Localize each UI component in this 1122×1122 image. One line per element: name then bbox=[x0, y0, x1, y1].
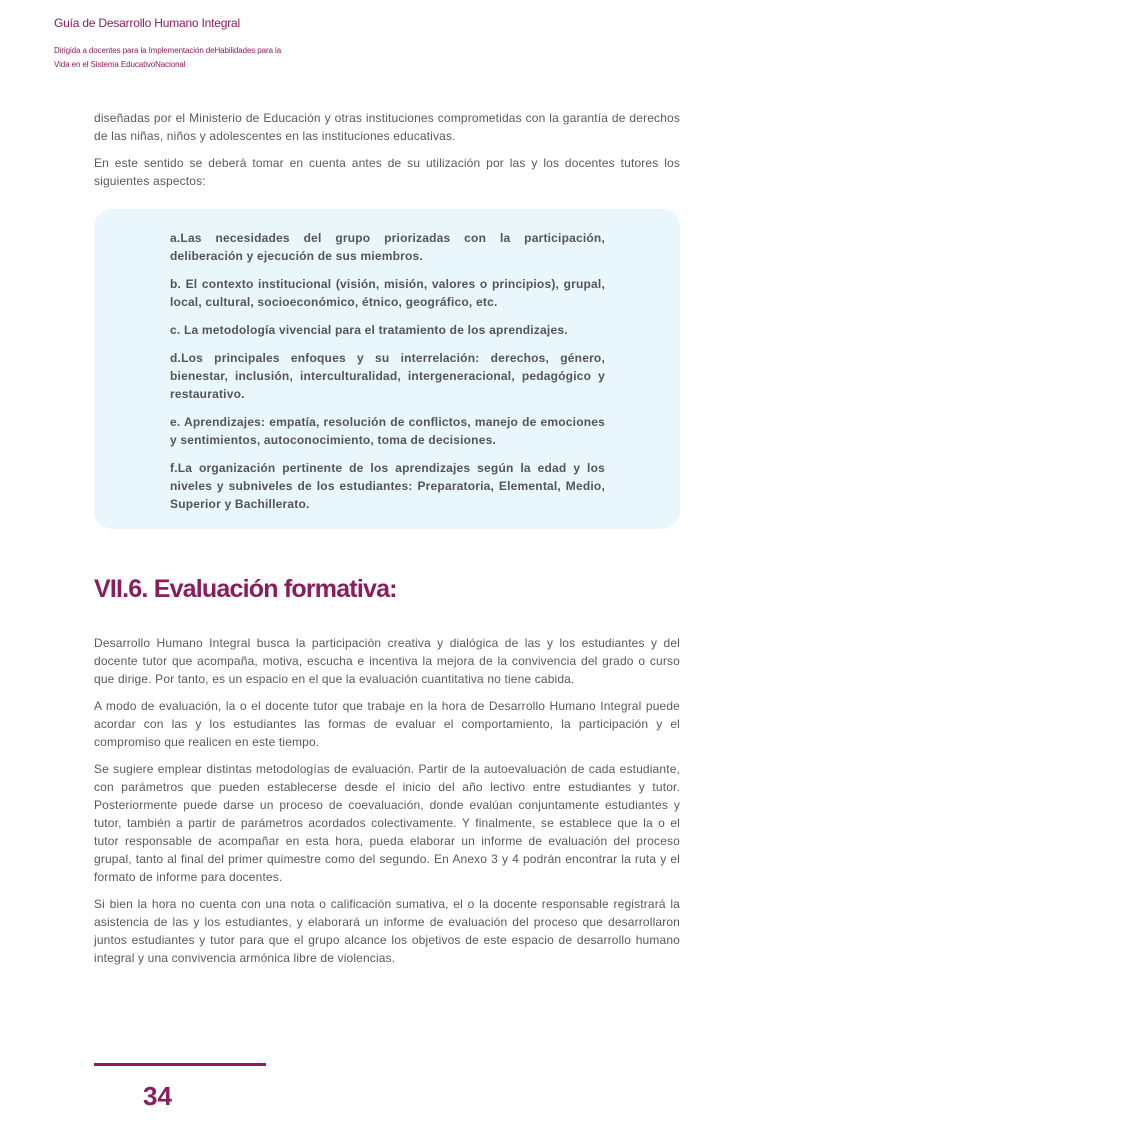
intro-paragraph-1: diseñadas por el Ministerio de Educación y otras instituciones comprometidas con la garantía de derechos de las niñas, niños y adolescentes en las instituciones educativas. bbox=[94, 111, 680, 143]
aspect-item-c: c. La metodología vivencial para el tratamiento de los aprendizajes. bbox=[170, 323, 568, 337]
section-body bbox=[94, 634, 680, 967]
aspect-item-d: d.Los principales enfoques y su interrelación: derechos, género, bienestar, inclusión, interculturalidad, intergeneracional, pedagógico y restaurativo. bbox=[170, 351, 605, 401]
section-paragraph-2: A modo de evaluación, la o el docente tutor que trabaje en la hora de Desarrollo Humano Integral puede acordar con las y los estudiantes las formas de evaluar el comportamiento, la participación y el compromiso que realicen en este tiempo. bbox=[94, 699, 680, 749]
intro-text bbox=[94, 109, 680, 190]
section-paragraph-3: Se sugiere emplear distintas metodologías de evaluación. Partir de la autoevaluación de cada estudiante, con parámetros que pueden establecerse desde el inicio del año lectivo entre estudiantes y tutor. Posteriormente puede darse un proceso de coevaluación, donde evalúan conjuntamente estudiantes y tutor, también a partir de parámetros acordados colectivamente. Y finalmente, se establece que la o el tutor responsable de acompañar en esta hora, pueda elaborar un informe de evaluación del proceso grupal, tanto al final del primer quimestre como del segundo. En Anexo 3 y 4 podrán encontrar la ruta y el formato de informe para docentes. bbox=[94, 762, 680, 884]
aspects-callout-box bbox=[94, 209, 680, 529]
footer-rule bbox=[94, 1063, 266, 1066]
section-paragraph-4: Si bien la hora no cuenta con una nota o calificación sumativa, el o la docente responsable registrará la asistencia de las y los estudiantes, y elaborará un informe de evaluación del proceso que desarrollaron juntos estudiantes y tutor para que el grupo alcance los objetivos de este espacio de desarrollo humano integral y una convivencia armónica libre de violencias. bbox=[94, 897, 680, 965]
aspect-item-b: b. El contexto institucional (visión, misión, valores o principios), grupal, local, cultural, socioeconómico, étnico, geográfico, etc. bbox=[170, 277, 605, 309]
aspect-item-e: e. Aprendizajes: empatía, resolución de conflictos, manejo de emociones y sentimientos, autoconocimiento, toma de decisiones. bbox=[170, 415, 605, 447]
aspect-item-a: a.Las necesidades del grupo priorizadas con la participación, deliberación y ejecución de sus miembros. bbox=[170, 231, 605, 263]
document-subtitle-line-1: Dirigida a docentes para la Implementación deHabilidades para la bbox=[54, 46, 282, 55]
page-number: 34 bbox=[143, 1081, 172, 1111]
document-subtitle-line-2: Vida en el Sistema EducativoNacional bbox=[54, 60, 186, 69]
document-title: Guía de Desarrollo Humano Integral bbox=[54, 16, 240, 30]
section-paragraph-1: Desarrollo Humano Integral busca la participación creativa y dialógica de las y los estudiantes y del docente tutor que acompaña, motiva, escucha e incentiva la mejora de la convivencia del grado o curso que dirige. Por tanto, es un espacio en el que la evaluación cuantitativa no tiene cabida. bbox=[94, 636, 680, 686]
aspects-list bbox=[170, 229, 605, 523]
aspect-item-f: f.La organización pertinente de los aprendizajes según la edad y los niveles y subniveles de los estudiantes: Preparatoria, Elemental, Medio, Superior y Bachillerato. bbox=[170, 461, 605, 511]
page-header bbox=[54, 16, 281, 72]
intro-paragraph-2: En este sentido se deberá tomar en cuenta antes de su utilización por las y los docentes tutores los siguientes aspectos: bbox=[94, 156, 680, 188]
section-heading: VII.6. Evaluación formativa: bbox=[94, 575, 397, 603]
